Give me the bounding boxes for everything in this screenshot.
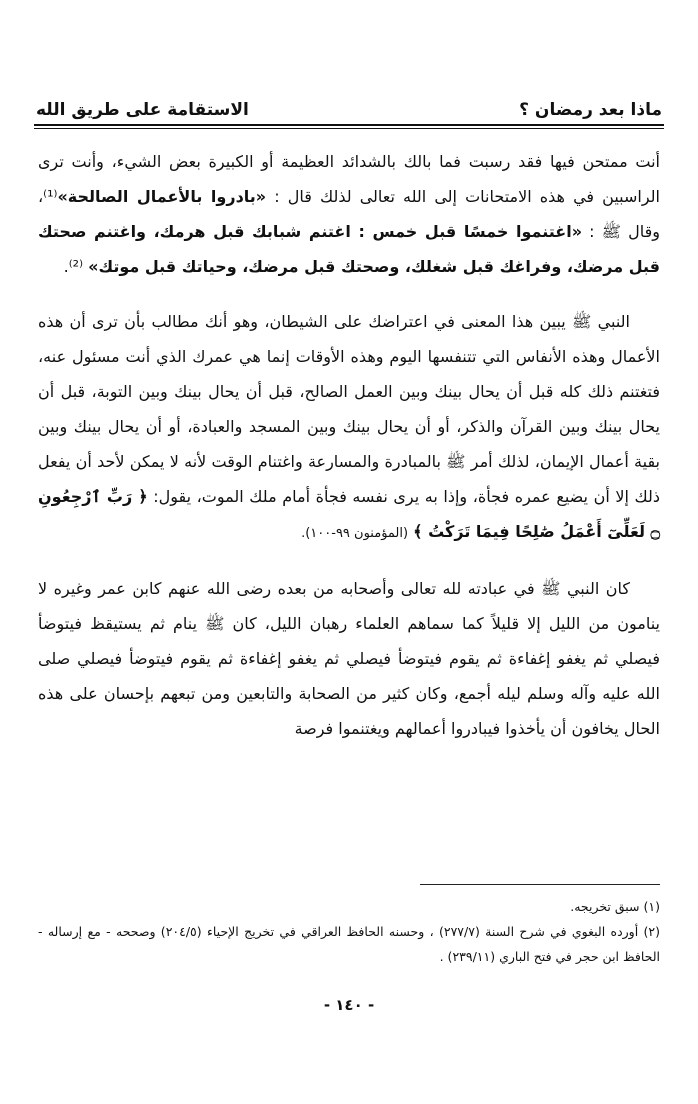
page-number: - ١٤٠ - — [323, 996, 375, 1014]
paragraph-2 — [38, 304, 660, 551]
text-run: ⁽¹⁾، وقال ﷺ : — [38, 187, 660, 241]
header-chapter-title: الاستقامة على طريق الله — [36, 100, 249, 120]
main-text — [38, 144, 660, 746]
text-run: أنت ممتحن فيها فقد رسبت فما بالك بالشدائد العظيمة أو الكبيرة بعض الشيء، وأنت ترى الراسبين في هذه الامتحانات إلى الله تعالى لذلك قال : — [38, 152, 660, 206]
quran-verse: ﴿ رَبِّ ٱرْجِعُونِ ۝ لَعَلِّىٓ أَعْمَلُ صَٰلِحًا فِيمَا تَرَكْتُ ﴾ — [38, 487, 660, 541]
header-rule — [34, 124, 664, 126]
header-rule-thin — [34, 128, 664, 129]
verse-reference: (المؤمنون ٩٩-١٠٠). — [301, 526, 409, 541]
text-run: النبي ﷺ يبين هذا المعنى في اعتراضك على الشيطان، وهو أنك مطالب بأن ترى أن هذه الأعمال وهذه الأنفاس التي تتنفسها اليوم وهذه الأوقات إنما هي عمرك الذي أنت مسئول عنه، فتغتنم ذلك كله قبل أن يحال بينك وبين العمل الصالح، قبل أن يحال بينك وبين التوبة، قبل أن يحال بينك وبين القرآن والذكر، أو أن يحال بينك وبين المسجد والعبادة، أو أن يحال بينك وبين بقية أعمال الإيمان، لذلك أمر ﷺ بالمبادرة والمسارعة واغتنام الوقت لأنه لا يمكن لأحد أن يفعل ذلك إلا أن يضيع عمره فجأة، وإذا به يرى نفسه فجأة أمام ملك الموت، يقول: — [38, 312, 660, 506]
running-header — [36, 92, 662, 120]
header-book-title: ماذا بعد رمضان ؟ — [519, 100, 662, 120]
text-run: كان النبي ﷺ في عبادته لله تعالى وأصحابه من بعده رضى الله عنهم كابن عمر وغيره لا ينامون من الليل إلا قليلاً كما سماهم العلماء رهبان الليل، كان ﷺ ينام ثم يستيقظ فيتوضأ فيصلي ثم يغفو إغفاءة ثم يقوم فيتوضأ فيصلي ثم يغفو إغفاءة ثم يقوم فيتوضأ فيصلي صلى الله عليه وآله وسلم ليله أجمع، وكان كثير من الصحابة والتابعين ومن تبعهم بإحسان على هذه الحال يخافون أن يأخذوا فيبادروا أعمالهم ويغتنموا فرصة — [38, 579, 660, 738]
hadith-text: «بادروا بالأعمال الصالحة» — [57, 187, 267, 206]
footnote-rule — [420, 884, 660, 885]
text-run: ⁽²⁾. — [63, 257, 89, 276]
paragraph-1 — [38, 144, 660, 284]
paragraph-3 — [38, 571, 660, 746]
footnote-2: (٢) أورده البغوي في شرح السنة (٢٧٧/٧) ، وحسنه الحافظ العراقي في تخريج الإحياء (٢٠٤/٥) وصححه - مع إرساله - الحافظ ابن حجر في فتح الباري (٢٣٩/١١) . — [38, 924, 661, 964]
hadith-text: «اغتنموا خمسًا قبل خمس : اغتنم شبابك قبل هرمك، واغتنم صحتك قبل مرضك، وفراغك قبل شغلك، وصحتك قبل مرضك، وحياتك قبل موتك» — [38, 222, 660, 276]
footnotes — [38, 894, 660, 969]
footnote-1: (١) سبق تخريجه. — [570, 899, 660, 914]
